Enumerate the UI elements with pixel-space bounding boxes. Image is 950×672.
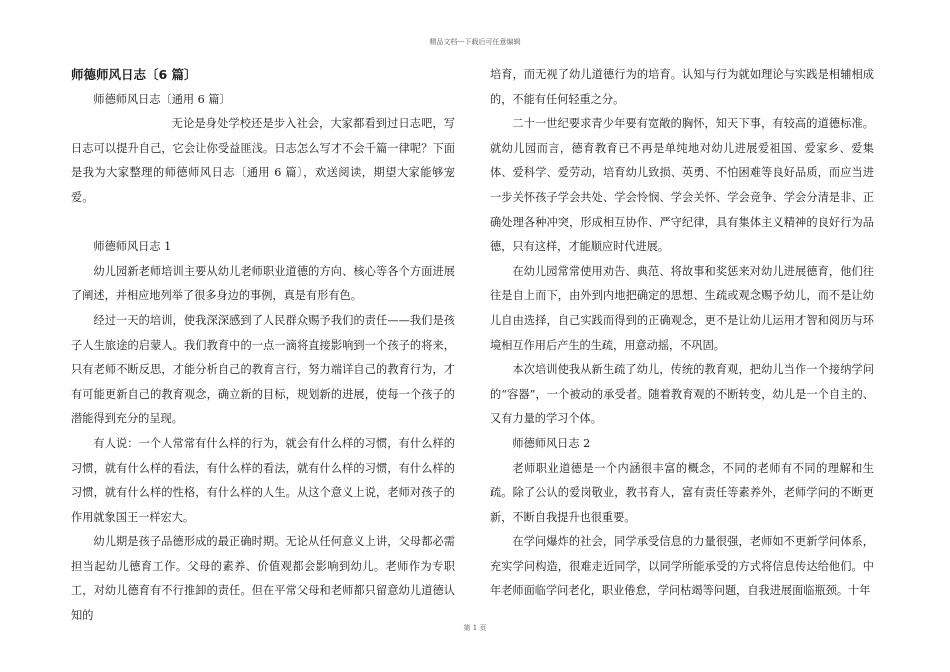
section-title-1: 师德师风日志 1 — [93, 240, 172, 254]
document-title: 师德师风日志〔6 篇〕 — [71, 67, 197, 82]
right-column — [490, 63, 874, 604]
page-header: 精品文档---下载后可任意编辑 — [429, 38, 521, 46]
paragraph: 培育，而无视了幼儿道德行为的培育。认知与行为就如理论与实践是相辅相成的，不能有任何轻重之分。 — [490, 68, 874, 106]
paragraph: 在学问爆炸的社会，同学承受信息的力量很强，老师如不更新学问体系，充实学问构造，很难走近同学，以同学所能承受的方式将信息传达给他们。中年老师面临学问老化，职业倦怠，学问枯竭等问题，自我进展面临瓶颈。十年 — [490, 535, 874, 598]
paragraph: 在幼儿园常常使用劝告、典范、将故事和奖惩来对幼儿进展德育，他们往往是自上而下，由外到内地把确定的思想、生疏或观念赐予幼儿，而不是让幼儿自由选择，自己实践而得到的正确观念，更不是让幼儿运用才智和阅历与环境相互作用后产生的生疏，用意动摇，不巩固。 — [490, 264, 874, 352]
paragraph: 有人说：一个人常常有什么样的行为，就会有什么样的习惯，有什么样的习惯，就有什么样的看法，有什么样的看法，就有什么样的习惯，有什么样的习惯，就有什么样的性格，有什么样的人生。从这个意义上说，老师对孩子的作用就象国王一样宏大。 — [71, 436, 455, 524]
section-title-2: 师德师风日志 2 — [512, 436, 591, 450]
paragraph: 幼儿园新老师培训主要从幼儿老师职业道德的方向、核心等各个方面进展了阐述，并相应地列举了很多身边的事例，真是有形有色。 — [71, 264, 455, 303]
page-footer: 第 1 页 — [463, 624, 487, 632]
left-column — [71, 63, 455, 629]
intro-paragraph: 无论是身处学校还是步入社会，大家都看到过日志吧，写日志可以提升自己，它会让你受益匪浅。日志怎么写才不会千篇一律呢？下面是我为大家整理的师德师风日志〔通用 6 篇〕，欢送阅读，期望大家能够宠爱。 — [71, 117, 455, 204]
paragraph: 经过一天的培训，使我深深感到了人民群众赐予我们的责任——我们是孩子人生旅途的启蒙人。我们教育中的一点一滴将直接影响到一个孩子的将来，只有老师不断反思，才能分析自己的教育言行，努力端详自己的教育行为，才有可能更新自己的教育观念，确立新的目标，规划新的进展，使每一个孩子的潜能得到充分的呈现。 — [71, 313, 455, 426]
paragraph: 本次培训使我从新生疏了幼儿，传统的教育观，把幼儿当作一个接纳学问的“容器”，一个被动的承受者。随着教育观的不断转变，幼儿是一个自主的、又有力量的学习个体。 — [490, 363, 874, 426]
spacer — [71, 211, 455, 236]
paragraph: 二十一世纪要求青少年要有宽敞的胸怀，知天下事，有较高的道德标准。就幼儿园而言，德育教育已不再是单纯地对幼儿进展爱祖国、爱家乡、爱集体、爱科学、爱劳动，培育幼儿致损、英勇、不怕困难等良好品质，而应当进一步关怀孩子学会共处、学会怜悯、学会关怀、学会竞争、学会分清是非、正确处理各种冲突，形成相互协作、严守纪律，具有集体主义精神的良好行为品德，只有这样，才能顺应时代进展。 — [490, 117, 874, 254]
paragraph: 幼儿期是孩子品德形成的最正确时期。无论从任何意义上讲，父母都必需担当起幼儿德育工作。父母的素养、价值观都会影响到幼儿。老师作为专职工，对幼儿德育有不行推卸的责任。但在平常父母和老师都只留意幼儿道德认知的 — [71, 535, 455, 623]
paragraph: 老师职业道德是一个内涵很丰富的概念，不同的老师有不同的理解和生疏。除了公认的爱岗敬业，教书育人，富有责任等素养外，老师学问的不断更新，不断自我提升也很重要。 — [490, 461, 874, 524]
document-subtitle: 师德师风日志〔通用 6 篇〕 — [93, 92, 231, 106]
